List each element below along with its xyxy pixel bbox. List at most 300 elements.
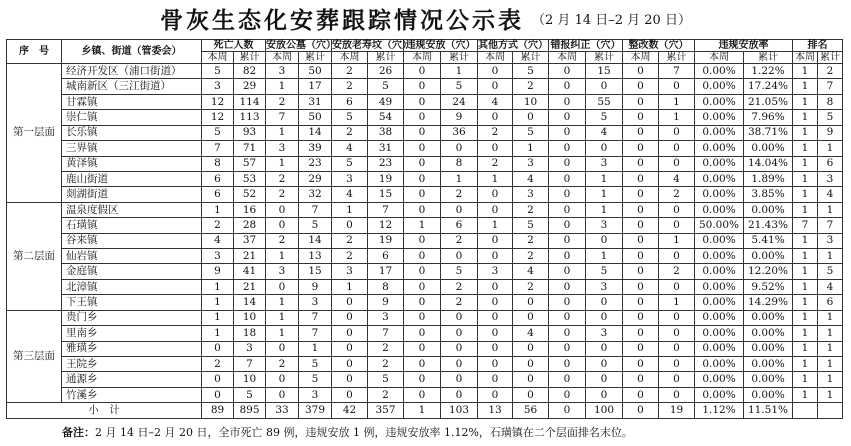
table-row xyxy=(7,341,843,356)
table-cell: 1 xyxy=(586,171,623,186)
town-name: 三界镇 xyxy=(62,141,202,156)
table-cell: 0 xyxy=(513,357,549,372)
table-cell: 0.00% xyxy=(695,357,744,372)
town-name: 雅璜乡 xyxy=(62,341,202,356)
table-cell: 0.00% xyxy=(695,326,744,341)
table-cell: 17 xyxy=(299,79,332,94)
header-seq: 序 号 xyxy=(7,40,62,64)
table-cell: 1 xyxy=(659,94,695,109)
table-cell: 0 xyxy=(478,310,513,325)
total-cell: 1 xyxy=(404,403,441,419)
table-cell: 3 xyxy=(266,141,299,156)
table-cell: 0 xyxy=(441,357,478,372)
title-text: 骨灰生态化安葬跟踪情况公示表 xyxy=(160,8,525,34)
table-cell: 0 xyxy=(549,187,586,202)
table-cell: 53 xyxy=(234,171,266,186)
table-cell: 5 xyxy=(332,110,368,125)
table-cell: 38 xyxy=(368,125,404,140)
table-cell: 5 xyxy=(368,372,404,387)
footnote-text: 2 月 14 日–2 月 20 日，全市死亡 89 例，违规安放 1 例，违规安放率 1.12%，石璜镇在二个层面排名末位。 xyxy=(95,426,633,439)
table-cell: 2 xyxy=(266,233,299,248)
table-cell: 7 xyxy=(368,326,404,341)
table-cell: 114 xyxy=(234,94,266,109)
table-cell: 6 xyxy=(368,249,404,264)
total-cell: 42 xyxy=(332,403,368,419)
table-cell: 4 xyxy=(818,187,843,202)
table-cell: 0 xyxy=(623,156,659,171)
table-cell: 3 xyxy=(299,295,332,310)
table-cell: 8 xyxy=(202,156,234,171)
table-cell: 2 xyxy=(441,187,478,202)
table-cell: 1 xyxy=(818,141,843,156)
table-cell: 0 xyxy=(623,125,659,140)
table-cell: 0 xyxy=(549,341,586,356)
table-row xyxy=(7,141,843,156)
table-cell: 5 xyxy=(513,64,549,79)
table-cell: 21.05% xyxy=(744,94,793,109)
table-cell: 0 xyxy=(623,326,659,341)
table-cell: 0 xyxy=(441,141,478,156)
report-table xyxy=(6,39,843,419)
table-cell: 0.00% xyxy=(695,295,744,310)
table-cell: 0 xyxy=(659,249,695,264)
table-cell: 7.96% xyxy=(744,110,793,125)
table-cell: 0 xyxy=(586,387,623,402)
table-cell: 5 xyxy=(299,357,332,372)
table-cell: 0 xyxy=(659,387,695,402)
table-cell: 1 xyxy=(586,202,623,217)
table-cell: 0 xyxy=(478,79,513,94)
table-cell: 6 xyxy=(441,218,478,233)
table-cell: 28 xyxy=(234,218,266,233)
total-cell: 56 xyxy=(513,403,549,419)
table-cell: 0 xyxy=(404,156,441,171)
table-cell: 0 xyxy=(659,357,695,372)
table-cell: 7 xyxy=(368,202,404,217)
table-cell: 4 xyxy=(202,233,234,248)
table-cell: 1 xyxy=(659,295,695,310)
table-cell: 14.29% xyxy=(744,295,793,310)
table-cell: 6 xyxy=(202,187,234,202)
table-row xyxy=(7,125,843,140)
table-cell: 1.22% xyxy=(744,64,793,79)
table-cell: 19 xyxy=(368,233,404,248)
table-cell: 0 xyxy=(549,357,586,372)
total-cell: 0 xyxy=(623,403,659,419)
table-cell: 1 xyxy=(793,202,818,217)
table-cell: 0 xyxy=(478,357,513,372)
table-cell: 36 xyxy=(441,125,478,140)
table-cell: 1 xyxy=(266,295,299,310)
table-cell: 1 xyxy=(793,94,818,109)
town-name: 竹溪乡 xyxy=(62,387,202,402)
table-cell: 54 xyxy=(368,110,404,125)
table-cell: 1 xyxy=(266,249,299,264)
table-row xyxy=(7,218,843,233)
town-name: 长乐镇 xyxy=(62,125,202,140)
subheader-cumulative: 累计 xyxy=(513,52,549,64)
table-cell: 1 xyxy=(818,326,843,341)
table-cell: 1 xyxy=(586,249,623,264)
table-cell: 2 xyxy=(202,357,234,372)
table-cell: 1 xyxy=(266,310,299,325)
town-name: 甘霖镇 xyxy=(62,94,202,109)
table-cell: 0.00% xyxy=(695,156,744,171)
table-cell: 0 xyxy=(404,264,441,279)
table-cell: 0 xyxy=(549,310,586,325)
table-cell: 18 xyxy=(234,326,266,341)
town-name: 金庭镇 xyxy=(62,264,202,279)
table-cell: 0 xyxy=(586,233,623,248)
table-row xyxy=(7,202,843,217)
table-cell: 5.41% xyxy=(744,233,793,248)
table-cell: 0 xyxy=(478,372,513,387)
table-cell: 0 xyxy=(586,341,623,356)
table-cell: 14 xyxy=(299,233,332,248)
table-cell: 55 xyxy=(586,94,623,109)
table-cell: 6 xyxy=(332,94,368,109)
table-cell: 5 xyxy=(202,64,234,79)
town-name: 崇仁镇 xyxy=(62,110,202,125)
total-cell: 100 xyxy=(586,403,623,419)
table-cell: 0 xyxy=(549,156,586,171)
table-cell: 82 xyxy=(234,64,266,79)
table-cell: 9 xyxy=(299,279,332,294)
table-cell: 0 xyxy=(332,310,368,325)
table-cell: 1 xyxy=(793,249,818,264)
table-cell: 0 xyxy=(623,171,659,186)
table-row xyxy=(7,295,843,310)
table-cell: 1 xyxy=(793,341,818,356)
table-cell: 50 xyxy=(299,110,332,125)
table-cell: 7 xyxy=(793,218,818,233)
subheader-cumulative: 累计 xyxy=(234,52,266,64)
table-cell: 0 xyxy=(549,295,586,310)
table-cell: 2 xyxy=(659,187,695,202)
table-cell: 0 xyxy=(332,218,368,233)
table-cell: 14 xyxy=(299,125,332,140)
table-row xyxy=(7,171,843,186)
table-cell: 0 xyxy=(623,233,659,248)
table-cell: 0 xyxy=(659,125,695,140)
table-cell: 0 xyxy=(404,387,441,402)
table-cell: 38.71% xyxy=(744,125,793,140)
table-cell: 8 xyxy=(818,94,843,109)
table-cell: 3 xyxy=(478,264,513,279)
table-cell: 7 xyxy=(818,218,843,233)
table-cell: 5 xyxy=(441,79,478,94)
table-cell: 0.00% xyxy=(695,110,744,125)
table-cell: 0.00% xyxy=(744,387,793,402)
footnote-label: 备注： xyxy=(62,426,95,439)
table-cell: 0 xyxy=(549,326,586,341)
table-cell: 0 xyxy=(549,387,586,402)
table-cell: 50 xyxy=(299,64,332,79)
table-cell: 1 xyxy=(793,326,818,341)
document-title xyxy=(0,2,851,35)
table-row xyxy=(7,264,843,279)
table-row xyxy=(7,110,843,125)
table-cell: 0 xyxy=(623,249,659,264)
table-cell: 15 xyxy=(586,64,623,79)
header-violations: 违规安放（穴） xyxy=(405,40,476,51)
subheader-cumulative: 累计 xyxy=(299,52,332,64)
table-cell: 41 xyxy=(234,264,266,279)
table-cell: 10 xyxy=(234,372,266,387)
table-cell: 0.00% xyxy=(695,387,744,402)
table-cell: 31 xyxy=(299,94,332,109)
table-cell: 1 xyxy=(202,310,234,325)
subheader-cumulative: 累计 xyxy=(368,52,404,64)
table-cell: 0 xyxy=(586,141,623,156)
table-cell: 5 xyxy=(586,110,623,125)
table-cell: 12 xyxy=(202,94,234,109)
total-cell: 895 xyxy=(234,403,266,419)
table-row xyxy=(7,310,843,325)
table-cell: 1 xyxy=(793,125,818,140)
table-cell: 0 xyxy=(549,79,586,94)
table-row xyxy=(7,387,843,402)
table-cell: 1 xyxy=(202,202,234,217)
table-cell: 0 xyxy=(623,64,659,79)
table-cell: 0 xyxy=(478,249,513,264)
table-cell: 0 xyxy=(478,110,513,125)
table-cell: 2 xyxy=(368,387,404,402)
table-cell: 3 xyxy=(513,156,549,171)
table-cell: 0 xyxy=(659,156,695,171)
subheader-week: 本周 xyxy=(549,52,586,64)
table-cell: 5 xyxy=(513,218,549,233)
table-cell: 4 xyxy=(659,171,695,186)
tier-label: 第二层面 xyxy=(7,202,62,310)
table-cell: 0 xyxy=(478,187,513,202)
table-cell: 7 xyxy=(299,202,332,217)
header-ranking: 排名 xyxy=(793,40,843,52)
table-cell: 4 xyxy=(513,326,549,341)
table-cell: 1 xyxy=(818,341,843,356)
table-cell: 0 xyxy=(549,264,586,279)
table-cell: 0.00% xyxy=(744,326,793,341)
table-cell: 0 xyxy=(404,249,441,264)
table-cell: 9.52% xyxy=(744,279,793,294)
table-cell: 21 xyxy=(234,279,266,294)
table-cell: 12.20% xyxy=(744,264,793,279)
table-cell: 1 xyxy=(478,218,513,233)
table-cell: 1 xyxy=(441,64,478,79)
table-cell: 1 xyxy=(266,156,299,171)
table-cell: 2 xyxy=(332,64,368,79)
table-row xyxy=(7,156,843,171)
table-cell: 0.00% xyxy=(744,141,793,156)
table-cell: 3 xyxy=(818,171,843,186)
table-cell: 21.43% xyxy=(744,218,793,233)
table-cell: 2 xyxy=(368,341,404,356)
table-cell: 0 xyxy=(549,110,586,125)
header-deaths: 死亡人数 xyxy=(202,40,266,52)
subheader-week: 本周 xyxy=(478,52,513,64)
table-cell: 0 xyxy=(478,64,513,79)
table-cell: 2 xyxy=(818,64,843,79)
table-cell: 0 xyxy=(623,141,659,156)
table-cell: 1 xyxy=(266,326,299,341)
total-cell xyxy=(793,403,818,419)
table-cell: 9 xyxy=(368,295,404,310)
table-cell: 0.00% xyxy=(695,125,744,140)
subheader-week: 本周 xyxy=(332,52,368,64)
table-cell: 0 xyxy=(332,387,368,402)
table-cell: 0 xyxy=(404,372,441,387)
table-cell: 1 xyxy=(299,341,332,356)
table-cell: 2 xyxy=(513,233,549,248)
table-cell: 1 xyxy=(586,187,623,202)
table-cell: 1 xyxy=(202,279,234,294)
town-name: 谷来镇 xyxy=(62,233,202,248)
table-cell: 5 xyxy=(818,110,843,125)
table-cell: 0 xyxy=(404,141,441,156)
table-cell: 0 xyxy=(478,279,513,294)
table-cell: 0 xyxy=(623,279,659,294)
table-cell: 2 xyxy=(332,125,368,140)
table-cell: 1 xyxy=(793,233,818,248)
total-cell: 379 xyxy=(299,403,332,419)
table-cell: 0 xyxy=(404,233,441,248)
table-cell: 0 xyxy=(586,310,623,325)
table-cell: 0 xyxy=(623,79,659,94)
total-cell: 0 xyxy=(549,403,586,419)
town-name: 王院乡 xyxy=(62,357,202,372)
table-cell: 1 xyxy=(793,156,818,171)
table-cell: 7 xyxy=(659,64,695,79)
table-cell: 1 xyxy=(793,357,818,372)
table-cell: 2 xyxy=(266,187,299,202)
table-cell: 0 xyxy=(441,310,478,325)
table-cell: 0 xyxy=(549,279,586,294)
table-cell: 4 xyxy=(513,264,549,279)
table-cell: 0 xyxy=(478,202,513,217)
table-cell: 4 xyxy=(332,141,368,156)
table-cell: 0 xyxy=(623,387,659,402)
table-cell: 0 xyxy=(332,357,368,372)
table-row xyxy=(7,94,843,109)
table-cell: 0 xyxy=(266,387,299,402)
table-cell: 0 xyxy=(659,372,695,387)
table-cell: 4 xyxy=(818,279,843,294)
table-cell: 0 xyxy=(404,64,441,79)
table-cell: 0.00% xyxy=(744,310,793,325)
table-cell: 1 xyxy=(818,249,843,264)
total-cell: 89 xyxy=(202,403,234,419)
subheader-week: 本周 xyxy=(695,52,744,64)
table-cell: 3 xyxy=(586,279,623,294)
table-cell: 1 xyxy=(793,372,818,387)
table-cell: 1 xyxy=(478,171,513,186)
total-cell: 33 xyxy=(266,403,299,419)
table-cell: 0 xyxy=(478,141,513,156)
table-cell: 23 xyxy=(368,156,404,171)
table-cell: 0 xyxy=(549,202,586,217)
table-cell: 7 xyxy=(202,141,234,156)
table-cell: 0 xyxy=(586,295,623,310)
table-cell: 0 xyxy=(623,94,659,109)
table-cell: 0.00% xyxy=(695,264,744,279)
table-cell: 1 xyxy=(513,141,549,156)
header-town: 乡镇、街道（管委会） xyxy=(62,40,202,64)
table-cell: 3 xyxy=(818,233,843,248)
table-cell: 0 xyxy=(404,341,441,356)
table-cell: 24 xyxy=(441,94,478,109)
table-cell: 5 xyxy=(234,387,266,402)
table-cell: 39 xyxy=(299,141,332,156)
town-name: 剡湖街道 xyxy=(62,187,202,202)
table-cell: 10 xyxy=(234,310,266,325)
table-cell: 1 xyxy=(404,218,441,233)
table-cell: 32 xyxy=(299,187,332,202)
town-name: 通源乡 xyxy=(62,372,202,387)
table-cell: 49 xyxy=(368,94,404,109)
table-cell: 93 xyxy=(234,125,266,140)
town-name: 黄泽镇 xyxy=(62,156,202,171)
table-cell: 0 xyxy=(659,310,695,325)
table-cell: 2 xyxy=(202,218,234,233)
subheader-cumulative: 累计 xyxy=(586,52,623,64)
table-cell: 4 xyxy=(332,187,368,202)
table-cell: 3 xyxy=(513,187,549,202)
total-cell: 19 xyxy=(659,403,695,419)
table-cell: 0 xyxy=(513,372,549,387)
table-cell: 0 xyxy=(404,79,441,94)
table-cell: 5 xyxy=(441,264,478,279)
table-cell: 0 xyxy=(623,264,659,279)
total-cell: 357 xyxy=(368,403,404,419)
table-cell: 7 xyxy=(234,357,266,372)
header-cemetery: 安放公墓（穴） xyxy=(266,40,336,51)
table-cell: 0.00% xyxy=(744,341,793,356)
header-old-graves: 安放老寿坟（穴） xyxy=(332,40,412,51)
table-cell: 6 xyxy=(818,156,843,171)
table-cell: 0.00% xyxy=(695,94,744,109)
subheader-week: 本周 xyxy=(202,52,234,64)
table-cell: 0 xyxy=(441,372,478,387)
table-cell: 4 xyxy=(478,94,513,109)
table-cell: 1 xyxy=(793,187,818,202)
table-cell: 2 xyxy=(513,249,549,264)
table-cell: 0 xyxy=(659,341,695,356)
table-cell: 23 xyxy=(299,156,332,171)
table-cell: 0 xyxy=(513,310,549,325)
table-cell: 0 xyxy=(623,357,659,372)
table-cell: 2 xyxy=(478,125,513,140)
table-cell: 0 xyxy=(623,372,659,387)
table-cell: 0.00% xyxy=(695,341,744,356)
table-cell: 2 xyxy=(441,279,478,294)
table-cell: 2 xyxy=(332,79,368,94)
table-cell: 26 xyxy=(368,64,404,79)
header-violation-rate: 违规安放率 xyxy=(695,40,793,52)
date-range: （2 月 14 日–2 月 20 日） xyxy=(532,13,691,28)
table-cell: 6 xyxy=(202,171,234,186)
table-cell: 0 xyxy=(202,341,234,356)
table-cell: 3 xyxy=(586,218,623,233)
table-cell: 0 xyxy=(586,372,623,387)
table-cell: 29 xyxy=(234,79,266,94)
table-cell: 15 xyxy=(368,187,404,202)
table-cell: 13 xyxy=(299,249,332,264)
table-cell: 1 xyxy=(266,79,299,94)
table-cell: 0 xyxy=(549,249,586,264)
table-cell: 2 xyxy=(266,171,299,186)
table-cell: 5 xyxy=(299,218,332,233)
table-cell: 3 xyxy=(266,64,299,79)
